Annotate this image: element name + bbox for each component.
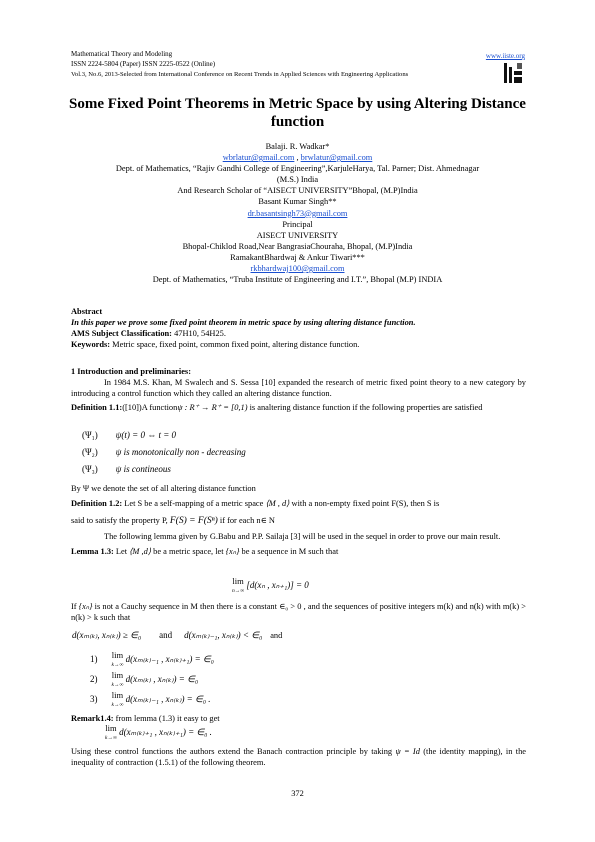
limit-item-1 <box>90 651 214 669</box>
math-expression: d(xₘ₍ₖ₎₊₁ , xₙ₍ₖ₎₊₁) = ∈₀ . <box>119 727 212 738</box>
paragraph: The following lemma given by G.Babu and P.P. Sailaja [3] will be used in the sequel in order to prove our main result. <box>104 532 501 541</box>
lemma-text: Let <box>113 547 128 556</box>
journal-url[interactable]: www.iiste.org <box>485 52 525 60</box>
affiliation: Dept. of Mathematics, “Truba Institute of Engineering and I.T.”, Bhopal (M.P) INDIA <box>152 275 443 285</box>
item-number: 1) <box>90 654 98 665</box>
lemma-limit-equation <box>232 577 309 595</box>
paragraph: By Ψ we denote the set of all altering distance function <box>71 484 256 493</box>
item-number: 3) <box>90 694 98 705</box>
math-expression: d(xₘ₍ₖ₎₋₁ , xₙ₍ₖ₎₊₁) = ∈₀ <box>125 654 214 665</box>
abstract-heading: Abstract <box>71 307 103 316</box>
lim-word: lim <box>111 650 124 660</box>
math-expression: F(S) = F(Sⁿ) <box>169 516 218 526</box>
lim-word: lim <box>111 670 124 680</box>
cauchy-conditions <box>72 630 282 641</box>
math-expression: ψ is monotonically non - decreasing <box>115 447 246 457</box>
affiliation: Bhopal-Chiklod Road,Near BangrasiaChouraha, Bhopal, (M.P)India <box>182 241 413 251</box>
math-expression: {xₙ} <box>225 547 240 556</box>
lim-subscript: n→∞ <box>232 588 245 594</box>
email-link[interactable]: dr.basantsingh73@gmail.com <box>247 208 348 218</box>
lim-subscript: k→∞ <box>105 735 117 741</box>
lemma-text: be a sequence in M such that <box>239 547 339 556</box>
limit-operator <box>112 671 124 689</box>
author-block <box>60 141 535 285</box>
author-1: Balaji. R. Wadkar* <box>265 142 330 151</box>
affiliation: And Research Scholar of “AISECT UNIVERSITY”Bhopal, (M.P)India <box>177 186 418 196</box>
property-tag: (Ψ₁) <box>82 430 98 440</box>
text: and <box>270 631 283 640</box>
definition-1-2 <box>71 498 526 509</box>
math-expression: d(xₘ₍ₖ₎₋₁, xₙ₍ₖ₎) < ∈₀ <box>184 630 263 640</box>
remark-1-4 <box>71 713 526 724</box>
lemma-label: Lemma 1.3: <box>71 547 114 556</box>
definition-text: is analtering distance function if the following properties are satisfied <box>247 403 483 412</box>
definition-label: Definition 1.2: <box>71 499 123 508</box>
text: If <box>71 602 77 611</box>
issn: ISSN 2224-5804 (Paper) ISSN 2225-0522 (Online) <box>71 60 216 68</box>
property-tag: (Ψ₂) <box>82 447 98 457</box>
psi-property-2 <box>82 447 246 457</box>
iiste-logo <box>503 61 523 85</box>
math-expression: d(xₘ₍ₖ₎ , xₙ₍ₖ₎) = ∈₀ <box>125 674 199 685</box>
psi-property-1 <box>82 430 176 440</box>
author-role: Principal <box>282 219 313 229</box>
lemma-text: be a metric space, let <box>151 547 224 556</box>
math-expression: ψ : R⁺ → R⁺ = [0,1) <box>177 403 248 412</box>
math-expression: ψ(t) = 0 ⇔ t = 0 <box>115 430 177 440</box>
definition-text: Let S be a self-mapping of a metric space <box>122 499 264 508</box>
math-expression: ⟨M ,d⟩ <box>129 547 152 556</box>
page-number: 372 <box>291 789 304 798</box>
section-1-cont <box>71 483 526 557</box>
author-3: RamakantBhardwaj & Ankur Tiwari*** <box>230 252 365 262</box>
author-1-emails <box>60 152 535 163</box>
lim-word: lim <box>232 576 244 586</box>
paragraph: In 1984 M.S. Khan, M Swalech and S. Sessa [10] expanded the research of metric fixed point theory to a new category by introducing a control function which they called an altering distance function. <box>71 378 526 398</box>
property-tag: (Ψ₃) <box>82 464 98 474</box>
lim-word: lim <box>111 690 124 700</box>
cauchy-paragraph <box>71 601 526 623</box>
item-number: 2) <box>90 674 98 685</box>
affiliation: Dept. of Mathematics, “Rajiv Gandhi College of Engineering”,KarjuleHarya, Tal. Parner; Dist. Ahmednagar <box>115 164 480 174</box>
email-link[interactable]: brwlatur@gmail.com <box>300 153 373 163</box>
lim-subscript: k→∞ <box>111 682 124 688</box>
definition-text: said to satisfy the property P, <box>71 516 168 525</box>
affiliation: AISECT UNIVERSITY <box>256 230 339 240</box>
abstract-block <box>71 306 526 350</box>
ams-label: AMS Subject Classification: <box>71 329 172 338</box>
limit-operator <box>105 724 117 742</box>
definition-1-1 <box>71 402 526 413</box>
definition-text: with a non-empty fixed point F(S), then S is <box>289 499 440 508</box>
limit-operator <box>112 651 124 669</box>
abstract-text: In this paper we prove some fixed point theorem in metric space by using altering distance function. <box>71 318 416 327</box>
math-expression: d(xₘ₍ₖ₎, xₙ₍ₖ₎) ≥ ∈₀ <box>72 630 142 640</box>
volume-info: Vol.3, No.6, 2013-Selected from International Conference on Recent Trends in Applied Sciences with Engineering Applications <box>71 71 409 78</box>
remark-equation <box>105 724 212 742</box>
keywords-label: Keywords: <box>71 340 111 349</box>
section-heading: 1 Introduction and preliminaries: <box>71 367 191 376</box>
definition-label: Definition 1.1: <box>71 403 123 412</box>
math-expression: ψ = Id <box>395 747 420 756</box>
math-expression: ψ is contineous <box>115 464 171 474</box>
remark-label: Remark1.4: <box>71 714 114 723</box>
ams-value: 47H10, 54H25. <box>171 329 226 338</box>
paper-title: Some Fixed Point Theorems in Metric Space by using Altering Distance function <box>69 96 526 130</box>
email-link[interactable]: wbrlatur@gmail.com <box>222 153 295 163</box>
limit-operator <box>112 691 124 709</box>
definition-1-2-line2 <box>71 515 526 527</box>
text: (the identity mapping), in the inequality of contraction (1.5.1) of the following theorem. <box>71 747 526 767</box>
affiliation: (M.S.) India <box>276 175 319 185</box>
author-2: Basant Kumar Singh** <box>258 197 337 207</box>
limit-item-3 <box>90 691 210 709</box>
lemma-1-3 <box>71 546 526 557</box>
keywords <box>71 339 526 350</box>
math-expression: [d(xₙ , xₙ₊₁)] = 0 <box>246 580 309 591</box>
math-expression: {xₙ} <box>78 602 93 611</box>
email-separator: , <box>294 153 301 163</box>
lim-subscript: k→∞ <box>111 702 124 708</box>
section-1 <box>71 366 526 413</box>
text: and <box>159 630 173 640</box>
closing-paragraph <box>71 746 526 768</box>
text: is not a Cauchy sequence in M then there is a constant ∈₀ > 0 , and the sequences of positive integers m(k) and n(k) with m(k) > n(k) > k such that <box>71 602 527 622</box>
psi-property-3 <box>82 464 171 474</box>
email-link[interactable]: rkbhardwaj100@gmail.com <box>250 264 345 274</box>
keywords-value: Metric space, fixed point, common fixed point, altering distance function. <box>110 340 360 349</box>
journal-name: Mathematical Theory and Modeling <box>71 50 173 58</box>
lim-subscript: k→∞ <box>111 662 124 668</box>
remark-text: from lemma (1.3) it easy to get <box>113 714 220 723</box>
math-expression: ⟨M , d⟩ <box>265 499 290 508</box>
math-expression: d(xₘ₍ₖ₎₋₁ , xₙ₍ₖ₎) = ∈₀ . <box>125 694 211 705</box>
limit-operator <box>232 577 244 595</box>
ams-classification <box>71 328 526 339</box>
lim-word: lim <box>105 723 117 733</box>
limit-item-2 <box>90 671 198 689</box>
text: Using these control functions the authors extend the Banach contraction principle by taking <box>71 747 393 756</box>
definition-text: ([10])A function <box>122 403 178 412</box>
definition-text: if for each n∈ N <box>217 516 275 525</box>
